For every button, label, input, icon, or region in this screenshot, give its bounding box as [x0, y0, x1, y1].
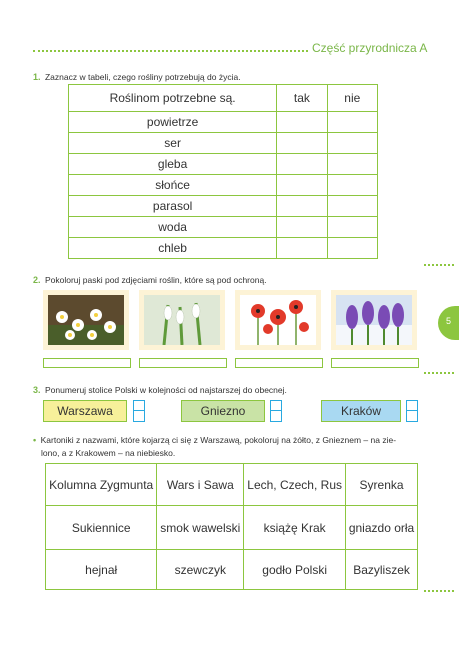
- name-card[interactable]: Kolumna Zygmunta: [46, 464, 157, 506]
- color-strip-snowdrop[interactable]: [139, 358, 227, 368]
- number-box-krakow[interactable]: [406, 400, 418, 422]
- name-card[interactable]: Bazyliszek: [346, 550, 418, 590]
- photo-anemone: [43, 290, 129, 350]
- name-card[interactable]: Lech, Czech, Rus: [244, 464, 346, 506]
- answer-cell-yes[interactable]: [277, 175, 327, 196]
- table-header-cell: Roślinom potrzebne są.: [69, 85, 277, 112]
- name-card[interactable]: szewczyk: [157, 550, 244, 590]
- question-3: [33, 380, 287, 398]
- table-row: [46, 550, 418, 590]
- question-4-text-line2: lono, a z Krakowem – na niebiesko.: [41, 448, 176, 458]
- photo-snowdrop: [139, 290, 225, 350]
- question-3-number: 3.: [33, 385, 41, 395]
- answer-cell-no[interactable]: [327, 217, 377, 238]
- answer-cell-yes[interactable]: [277, 196, 327, 217]
- color-strip-anemone[interactable]: [43, 358, 131, 368]
- number-box-gniezno[interactable]: [270, 400, 282, 422]
- answer-cell-yes[interactable]: [277, 133, 327, 154]
- answer-cell-yes[interactable]: [277, 154, 327, 175]
- table-row: [69, 112, 378, 133]
- table-header-cell: tak: [277, 85, 327, 112]
- name-card[interactable]: hejnał: [46, 550, 157, 590]
- answer-cell-yes[interactable]: [277, 217, 327, 238]
- name-card[interactable]: książę Krak: [244, 506, 346, 550]
- question-4-bullet: •: [33, 435, 37, 445]
- answer-cell-yes[interactable]: [277, 112, 327, 133]
- snowdrop-flowers-image: [144, 295, 220, 345]
- section-dotted-line: [424, 264, 454, 266]
- table-cell-item: chleb: [69, 238, 277, 259]
- section-dotted-line: [424, 590, 454, 592]
- question-3-text: Ponumeruj stolice Polski w kolejności od najstarszej do obecnej.: [44, 385, 287, 395]
- question-1-text: Zaznacz w tabeli, czego rośliny potrzebują do życia.: [44, 72, 241, 82]
- table-cell-item: parasol: [69, 196, 277, 217]
- question-2: [33, 270, 267, 288]
- question-1-number: 1.: [33, 72, 41, 82]
- anemone-flowers-image: [48, 295, 124, 345]
- page-header-title: Część przyrodnicza A: [312, 41, 428, 55]
- question-2-number: 2.: [33, 275, 41, 285]
- answer-cell-no[interactable]: [327, 112, 377, 133]
- city-card-gniezno[interactable]: Gniezno: [181, 400, 265, 422]
- name-card[interactable]: smok wawelski: [157, 506, 244, 550]
- number-box-warszawa[interactable]: [133, 400, 145, 422]
- answer-cell-no[interactable]: [327, 154, 377, 175]
- page-number-tab: [438, 306, 459, 340]
- table-row: [69, 133, 378, 154]
- page-number: 5: [446, 316, 452, 326]
- table-cell-item: ser: [69, 133, 277, 154]
- color-strip-poppy[interactable]: [235, 358, 323, 368]
- question-4: [33, 433, 423, 459]
- table-header-row: [69, 85, 378, 112]
- table-cell-item: gleba: [69, 154, 277, 175]
- question-2-text: Pokoloruj paski pod zdjęciami roślin, które są pod ochroną.: [44, 275, 267, 285]
- name-card[interactable]: godło Polski: [244, 550, 346, 590]
- name-card[interactable]: Wars i Sawa: [157, 464, 244, 506]
- table-row: [46, 506, 418, 550]
- table-row: [69, 154, 378, 175]
- table-row: [69, 196, 378, 217]
- table-cell-item: woda: [69, 217, 277, 238]
- city-card-krakow[interactable]: Kraków: [321, 400, 401, 422]
- answer-cell-yes[interactable]: [277, 238, 327, 259]
- table-row: [69, 175, 378, 196]
- answer-cell-no[interactable]: [327, 238, 377, 259]
- photo-crocus: [331, 290, 417, 350]
- name-card[interactable]: Syrenka: [346, 464, 418, 506]
- name-card[interactable]: Sukiennice: [46, 506, 157, 550]
- question-1: [33, 67, 241, 85]
- photo-poppy: [235, 290, 321, 350]
- color-strip-crocus[interactable]: [331, 358, 419, 368]
- association-cards-table: [45, 463, 418, 590]
- city-card-warszawa[interactable]: Warszawa: [43, 400, 127, 422]
- question-4-text-line1: Kartoniki z nazwami, które kojarzą ci się z Warszawą, pokoloruj na żółto, z Gnieznem – na zie-: [40, 435, 397, 445]
- table-cell-item: słońce: [69, 175, 277, 196]
- answer-cell-no[interactable]: [327, 175, 377, 196]
- table-row: [46, 464, 418, 506]
- table-header-cell: nie: [327, 85, 377, 112]
- table-cell-item: powietrze: [69, 112, 277, 133]
- answer-cell-no[interactable]: [327, 196, 377, 217]
- table-row: [69, 238, 378, 259]
- answer-cell-no[interactable]: [327, 133, 377, 154]
- name-card[interactable]: gniazdo orła: [346, 506, 418, 550]
- table-row: [69, 217, 378, 238]
- header-dotted-line: [33, 50, 308, 52]
- poppy-flowers-image: [240, 295, 316, 345]
- crocus-flowers-image: [336, 295, 412, 345]
- section-dotted-line: [424, 372, 454, 374]
- plants-needs-table: [68, 84, 378, 259]
